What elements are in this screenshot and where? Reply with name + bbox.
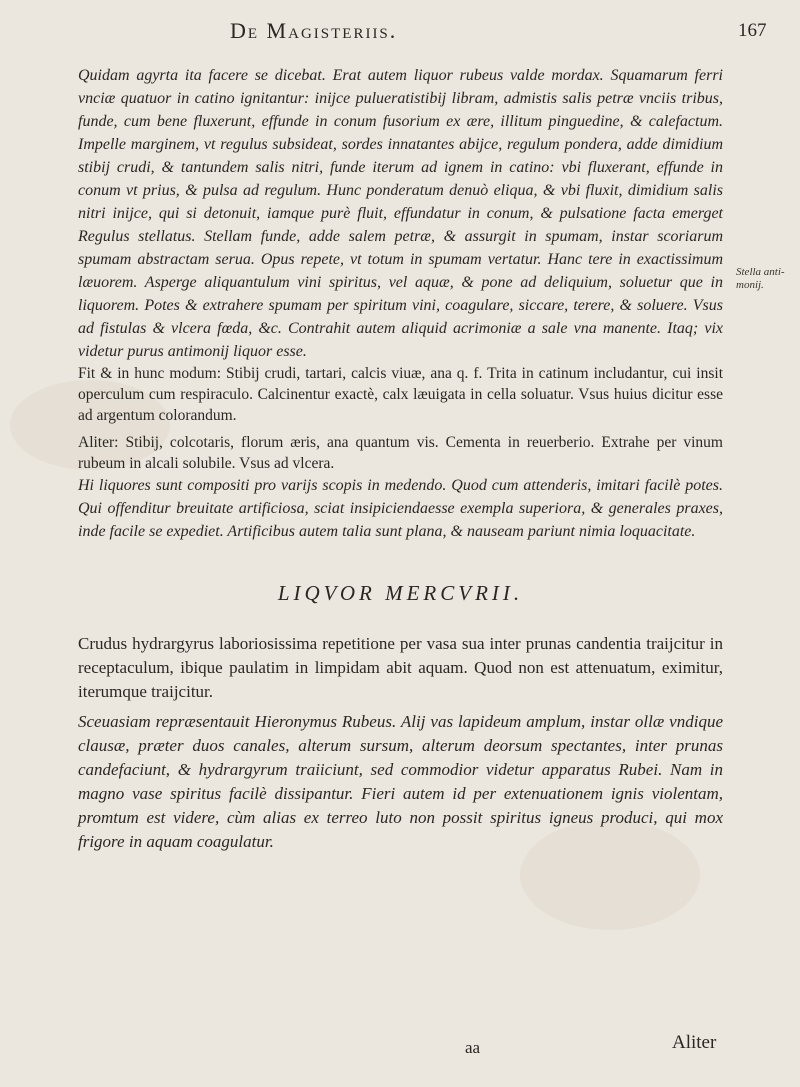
paragraph-recipe: Quidam agyrta ita facere se dicebat. Erat autem liquor rubeus valde mordax. Squamarum ferri vnciæ quatuor in catino ignitantur: inijce pulueratistibij libram, admistis salis petræ vnciis tribus, funde, cum bene fluxerunt, effunde in conum fusorium ex ære, illitum pinguedine, & calefactum. Impelle marginem, vt regulus subsideat, sordes innatantes abijce, regulum pondera, adde dimidium stibij crudi, & tantundem salis nitri, funde iterum ad ignem in catino: vbi fluxerant, effunde in conum vt prius, & pulsa ad regulum. Hunc ponderatum denuò eliqua, & vbi fluxit, dimidium salis nitri inijce, qui si detonuit, iamque purè fluit, effundatur in conum, & pulsatione facta emerget Regulus stellatus. Stellam funde, adde salem petræ, & assurgit in spumam, instar scoriarum spumam abstractam serua. Opus repete, vt totum in spumam vertatur. Hanc tere in exactissimum læuorem. Asperge aliquantulum vini spiritus, vel aquæ, & pone ad deliquium, soluetur que in liquorem. Potes & extrahere spumam per spiritum vini, coagulare, siccare, terere, & soluere. Vsus ad fistulas & vlcera fœda, &c. Contrahit autem aliquid acrimoniæ a sale vna manente. Itaq; vix videtur purus antimonij liquor esse. xyxy=(78,67,723,360)
running-title: De Magisteriis. xyxy=(230,18,398,43)
margin-note: Stella anti-monij. xyxy=(736,266,785,291)
page-header xyxy=(0,18,800,48)
signature-mark: aa xyxy=(465,1038,481,1057)
main-text xyxy=(78,64,723,854)
paragraph-mercury: Crudus hydrargyrus laboriosissima repetitione per vasa sua inter prunas candentia traijcitur in receptaculum, ibique paulatim in limpidam abit aquam. Quod non est attenuatum, eximitur, iterumque traijcitur. xyxy=(78,634,723,701)
catchword: Aliter xyxy=(672,1032,717,1053)
paragraph-alternative: Fit & in hunc modum: Stibij crudi, tartari, calcis viuæ, ana q. f. Trita in catinum includantur, cui insit operculum cum respiraculo. Calcinentur exactè, calx læuigata in cella soluatur. Vsus huius dicitur esse ad argentum colorandum. xyxy=(78,365,723,424)
page-number: 167 xyxy=(738,20,767,41)
paragraph-commentary: Hi liquores sunt compositi pro varijs scopis in medendo. Quod cum attenderis, imitari facilè potes. Qui offenditur breuitate artificiosa, sciat insipiciendaesse exempla superiora, & generales praxes, inde facile se expediet. Artificibus autem talia sunt plana, & nauseam pariunt nimia loquacitate. xyxy=(78,477,723,540)
paragraph-aliter: Aliter: Stibij, colcotaris, florum æris, ana quantum vis. Cementa in reuerberio. Extrahe per vinum rubeum in alcali solubile. Vsus ad vlcera. xyxy=(78,434,723,472)
paragraph-sceuasia: Sceuasiam repræsentauit Hieronymus Rubeus. Alij vas lapideum amplum, instar ollæ vndique clausæ, præter duos canales, alterum sursum, alterum deorsum spectantes, inter prunas candefaciunt, & hydrargyrum traiiciunt, sed commodior videtur apparatus Rubei. Nam in magno vase spiritus facilè dissipantur. Fieri autem id per extenuationem ignis violentam, promtum est videre, cùm alias ex terreo luto non possit spiritus igneus produci, qui mox frigore in aquam coagulatur. xyxy=(78,712,723,851)
section-title: LIQVOR MERCVRII. xyxy=(277,581,524,605)
